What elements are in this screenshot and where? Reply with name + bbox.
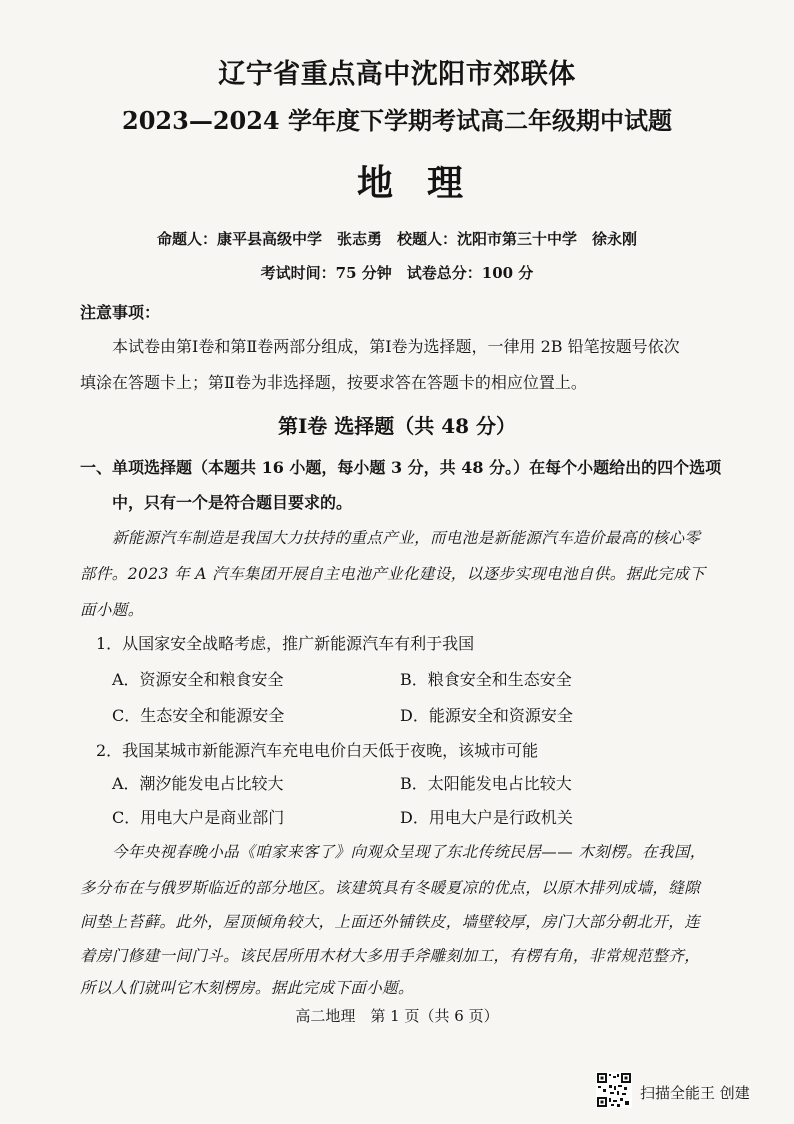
material-1-line-2: 部件。2023 年 A 汽车集团开展自主电池产业化建设，以逐步实现电池自供。据此完成下 <box>80 565 706 583</box>
section-intro-line-2: 中，只有一个是符合题目要求的。 <box>112 493 353 512</box>
question-1-option-b: B．粮食安全和生态安全 <box>400 670 572 689</box>
material-2-line-1: 今年央视春晚小品《咱家来客了》向观众呈现了东北传统民居—— 木刻楞。在我国， <box>112 843 706 861</box>
material-1-line-1: 新能源汽车制造是我国大力扶持的重点产业，而电池是新能源汽车造价最高的核心零 <box>112 529 701 547</box>
qr-code-icon <box>596 1072 632 1108</box>
question-2-option-a: A．潮汐能发电占比较大 <box>112 774 284 793</box>
question-1-option-d: D．能源安全和资源安全 <box>400 706 573 725</box>
material-2-line-4: 着房门修建一间门斗。该民居所用木材大多用手斧雕刻加工，有楞有角，非常规范整齐， <box>80 947 701 965</box>
question-1-option-a: A．资源安全和粮食安全 <box>112 670 284 689</box>
notice-line-2: 填涂在答题卡上；第Ⅱ卷为非选择题，按要求答在答题卡的相应位置上。 <box>80 373 587 392</box>
section-title: 第Ⅰ卷 选择题（共 48 分） <box>277 414 517 438</box>
exam-header-line1: 辽宁省重点高中沈阳市郊联体 <box>218 59 576 90</box>
subject-title: 地理 <box>356 162 497 204</box>
notice-line-1: 本试卷由第Ⅰ卷和第Ⅱ卷两部分组成，第Ⅰ卷为选择题，一律用 2B 铅笔按题号依次 <box>112 337 680 356</box>
page-footer: 高二地理 第 1 页（共 6 页） <box>295 1007 499 1025</box>
material-2-line-5: 所以人们就叫它木刻楞房。据此完成下面小题。 <box>80 979 414 997</box>
section-intro-line-1: 一、单项选择题（本题共 16 小题，每小题 3 分，共 48 分。）在每个小题给出的四个选项 <box>80 458 722 477</box>
scanner-watermark-label: 扫描全能王 创建 <box>640 1084 750 1102</box>
exam-info-line: 考试时间：75 分钟 试卷总分：100 分 <box>260 264 534 282</box>
question-1-stem: 1．从国家安全战略考虑，推广新能源汽车有利于我国 <box>96 634 475 653</box>
question-2-option-b: B．太阳能发电占比较大 <box>400 774 572 793</box>
material-1-line-3: 面小题。 <box>80 601 144 619</box>
material-2-line-3: 间垫上苔藓。此外，屋顶倾角较大，上面还外铺铁皮，墙壁较厚，房门大部分朝北开，连 <box>80 913 701 931</box>
question-2-stem: 2．我国某城市新能源汽车充电电价白天低于夜晚，该城市可能 <box>96 741 539 760</box>
question-2-option-c: C．用电大户是商业部门 <box>112 808 285 827</box>
exam-header-line2: 2023—2024 学年度下学期考试高二年级期中试题 <box>122 106 672 135</box>
material-2-line-2: 多分布在与俄罗斯临近的部分地区。该建筑具有冬暖夏凉的优点，以原木排列成墙，缝隙 <box>80 879 701 897</box>
authors-line: 命题人：康平县高级中学 张志勇 校题人：沈阳市第三十中学 徐永刚 <box>156 230 637 248</box>
question-2-option-d: D．用电大户是行政机关 <box>400 808 573 827</box>
notice-title: 注意事项： <box>80 303 161 322</box>
question-1-option-c: C．生态安全和能源安全 <box>112 706 285 725</box>
